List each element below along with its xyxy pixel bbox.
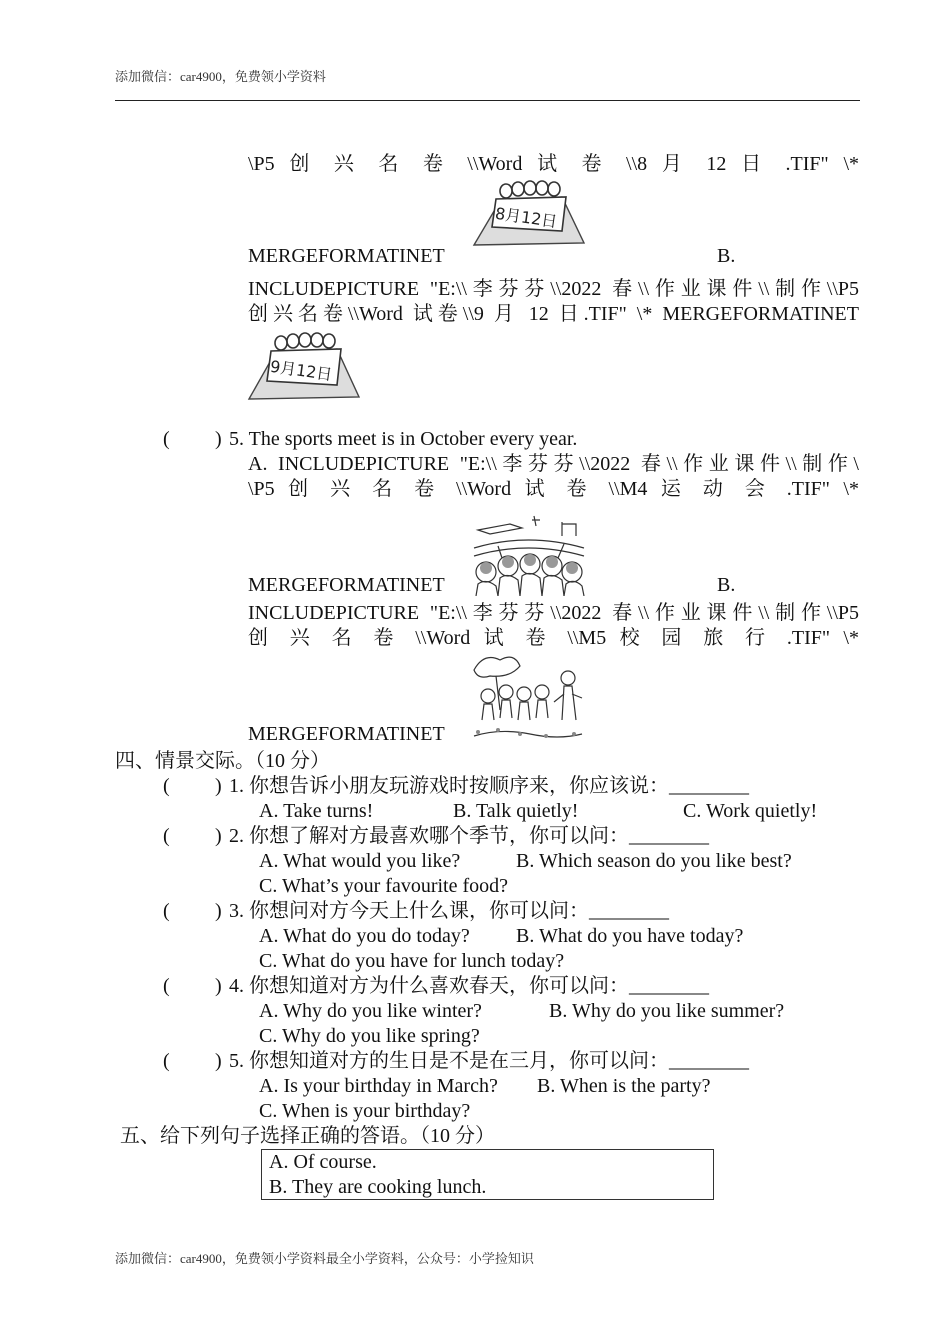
- calendar-sep12-label: 9月12日: [268, 356, 334, 385]
- s4-q4-paren-close: ): [215, 975, 222, 997]
- q5-option-a-merge: MERGEFORMATINET: [248, 574, 445, 596]
- q5-option-b-line1: INCLUDEPICTURE "E:\\李芬芬\\2022 春\\作业课件\\制作\\P5: [248, 602, 859, 624]
- page-footer: 添加微信：car4900，免费领小学资料最全小学资料，公众号：小学捡知识: [115, 1251, 534, 1266]
- q5-option-a-line1: A. INCLUDEPICTURE "E:\\李芬芬\\2022 春\\作业课件\\制作\: [248, 453, 859, 475]
- s4-q3-paren-open[interactable]: (: [163, 900, 170, 922]
- s4-q1-stem: 1. 你想告诉小朋友玩游戏时按顺序来，你应该说：________: [229, 775, 749, 797]
- s5-option-a: A. Of course.: [269, 1151, 377, 1173]
- s4-q3-option-a[interactable]: A. What do you do today?: [259, 925, 470, 947]
- q5-option-b-label: B.: [717, 574, 736, 596]
- calendar-aug12-image: [470, 175, 588, 257]
- section4-title: 四、情景交际。（10 分）: [115, 750, 330, 772]
- q5-paren-close: ): [215, 428, 222, 450]
- q4-option-b-line1: INCLUDEPICTURE "E:\\李芬芬\\2022 春\\作业课件\\制作\\P5: [248, 278, 859, 300]
- s5-option-b: B. They are cooking lunch.: [269, 1176, 487, 1198]
- q5-option-a-line2: \P5 创 兴 名 卷 \\Word 试 卷 \\M4 运 动 会 .TIF" \*: [248, 478, 859, 500]
- s4-q2-option-c[interactable]: C. What’s your favourite food?: [259, 875, 509, 897]
- q5-option-b-merge: MERGEFORMATINET: [248, 723, 445, 745]
- s4-q2-option-a[interactable]: A. What would you like?: [259, 850, 461, 872]
- q4-option-b-line2: 创兴名卷\\Word 试卷\\9 月 12 日.TIF" \* MERGEFORMATINET: [248, 303, 859, 325]
- q4-option-a-path: \P5 创 兴 名 卷 \\Word 试 卷 \\8 月 12 日 .TIF" \*: [248, 153, 859, 175]
- s4-q5-option-c[interactable]: C. When is your birthday?: [259, 1100, 471, 1122]
- calendar-sep12-image: [245, 325, 363, 411]
- q5-paren-open[interactable]: (: [163, 428, 170, 450]
- s4-q4-stem: 4. 你想知道对方为什么喜欢春天，你可以问：________: [229, 975, 709, 997]
- s4-q4-paren-open[interactable]: (: [163, 975, 170, 997]
- s4-q1-paren-open[interactable]: (: [163, 775, 170, 797]
- page-header: 添加微信：car4900，免费领小学资料: [115, 69, 326, 84]
- s4-q1-option-c[interactable]: C. Work quietly!: [683, 800, 818, 822]
- sports-meet-image: [470, 502, 586, 596]
- s4-q2-option-b[interactable]: B. Which season do you like best?: [516, 850, 792, 872]
- s4-q3-paren-close: ): [215, 900, 222, 922]
- q5-stem: 5. The sports meet is in October every year.: [229, 428, 578, 450]
- q5-option-b-line2: 创 兴 名 卷 \\Word 试 卷 \\M5 校 园 旅 行 .TIF" \*: [248, 627, 859, 649]
- s4-q3-option-b[interactable]: B. What do you have today?: [516, 925, 744, 947]
- s4-q1-paren-close: ): [215, 775, 222, 797]
- s4-q5-paren-open[interactable]: (: [163, 1050, 170, 1072]
- s4-q4-option-c[interactable]: C. Why do you like spring?: [259, 1025, 480, 1047]
- section5-title: 五、给下列句子选择正确的答语。（10 分）: [120, 1125, 495, 1147]
- s4-q1-option-a[interactable]: A. Take turns!: [259, 800, 374, 822]
- q4-option-b-label: B.: [717, 245, 736, 267]
- s4-q3-option-c[interactable]: C. What do you have for lunch today?: [259, 950, 565, 972]
- s4-q1-option-b[interactable]: B. Talk quietly!: [453, 800, 579, 822]
- s4-q4-option-a[interactable]: A. Why do you like winter?: [259, 1000, 482, 1022]
- s4-q2-paren-open[interactable]: (: [163, 825, 170, 847]
- s4-q5-stem: 5. 你想知道对方的生日是不是在三月，你可以问：________: [229, 1050, 749, 1072]
- s4-q5-option-b[interactable]: B. When is the party?: [537, 1075, 711, 1097]
- school-trip-image: [470, 650, 586, 742]
- s4-q2-stem: 2. 你想了解对方最喜欢哪个季节，你可以问：________: [229, 825, 709, 847]
- s4-q5-paren-close: ): [215, 1050, 222, 1072]
- q4-option-a-merge: MERGEFORMATINET: [248, 245, 445, 267]
- header-rule: [115, 100, 860, 101]
- s4-q3-stem: 3. 你想问对方今天上什么课，你可以问：________: [229, 900, 669, 922]
- s4-q2-paren-close: ): [215, 825, 222, 847]
- s4-q4-option-b[interactable]: B. Why do you like summer?: [549, 1000, 785, 1022]
- calendar-aug12-label: 8月12日: [493, 203, 559, 232]
- s4-q5-option-a[interactable]: A. Is your birthday in March?: [259, 1075, 498, 1097]
